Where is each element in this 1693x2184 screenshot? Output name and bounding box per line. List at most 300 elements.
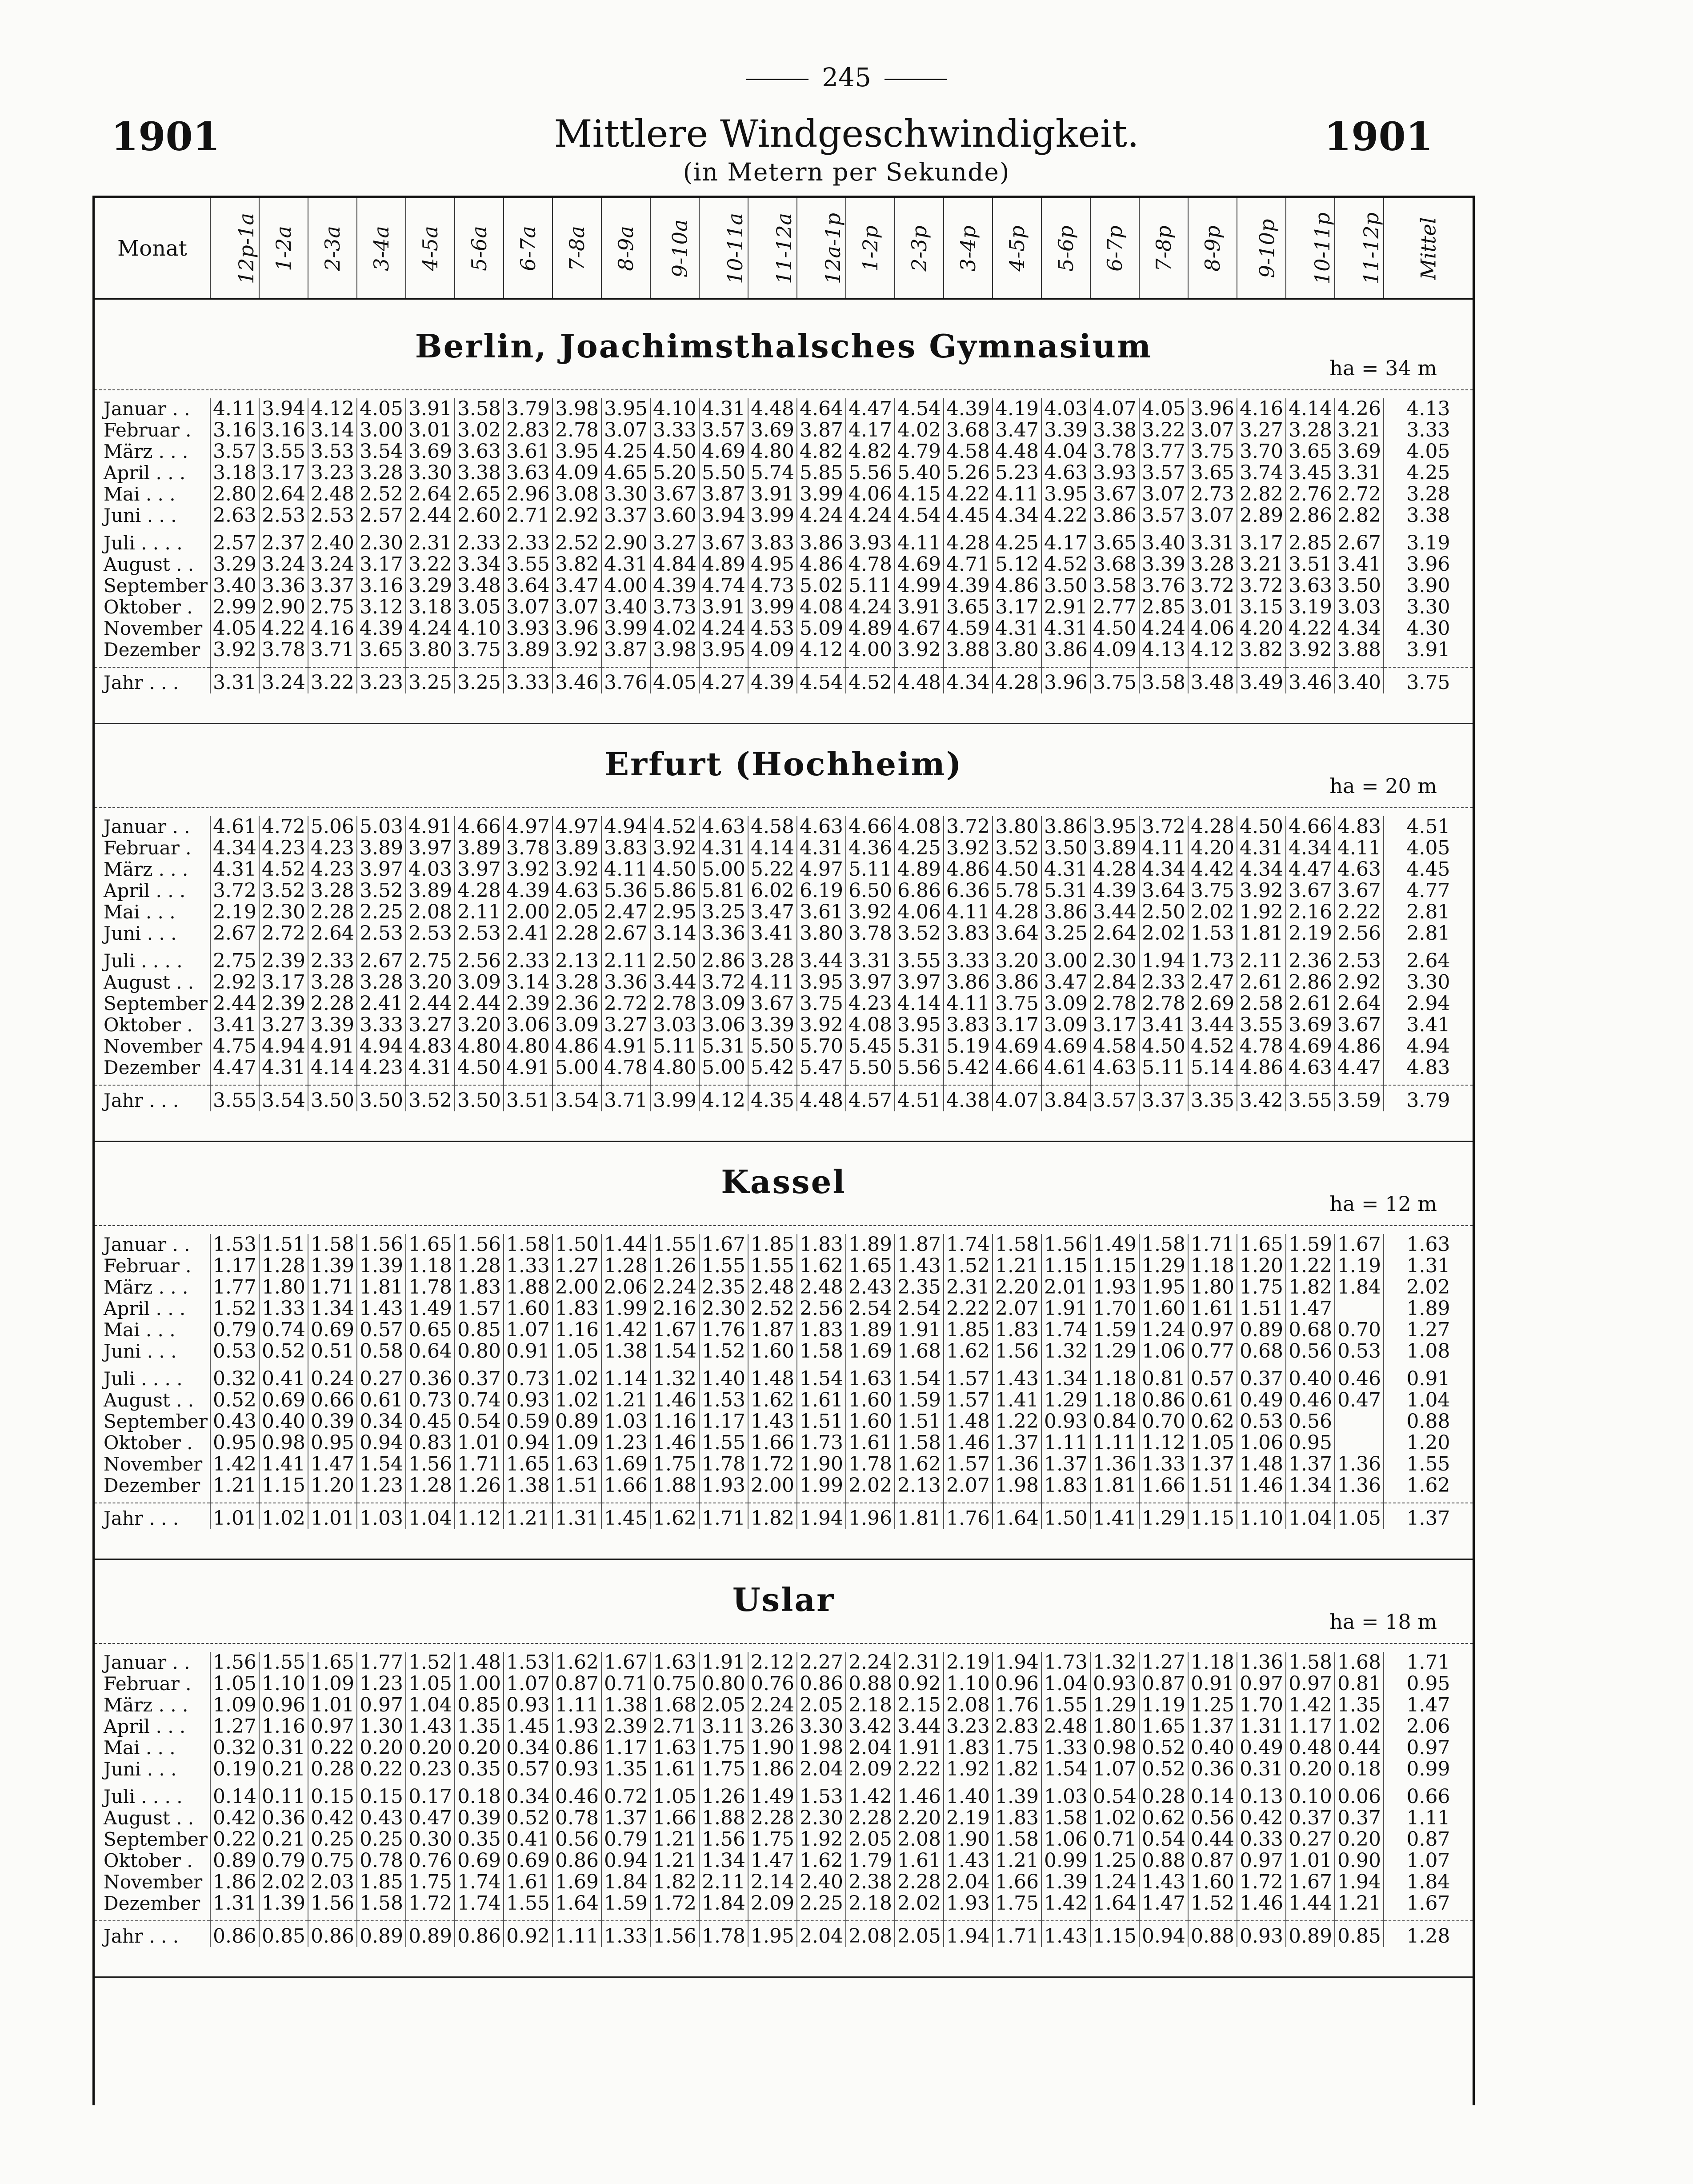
value-cell: 2.11 — [699, 1871, 748, 1893]
table-row — [95, 1432, 1473, 1454]
value-cell: 1.17 — [601, 1737, 650, 1759]
value-cell: 0.91 — [1188, 1673, 1237, 1695]
value-cell: 3.95 — [699, 639, 748, 661]
value-cell: 4.39 — [650, 575, 699, 597]
value-cell: 0.86 — [210, 1921, 259, 1947]
mittel-cell: 0.95 — [1384, 1673, 1473, 1695]
value-cell: 1.24 — [1090, 1871, 1139, 1893]
value-cell: 1.68 — [895, 1341, 944, 1362]
value-cell: 3.36 — [601, 972, 650, 993]
month-cell: Juni . . . — [95, 1759, 210, 1780]
value-cell: 0.94 — [601, 1850, 650, 1871]
value-cell: 1.65 — [504, 1454, 552, 1475]
gap-cell — [1041, 661, 1090, 667]
value-cell: 3.86 — [944, 972, 993, 993]
value-cell: 2.99 — [210, 597, 259, 618]
value-cell: 2.44 — [210, 993, 259, 1014]
value-cell: 1.53 — [797, 1786, 846, 1807]
value-cell: 1.41 — [259, 1454, 308, 1475]
value-cell: 4.05 — [357, 398, 406, 420]
value-cell: 1.66 — [993, 1871, 1041, 1893]
value-cell: 3.97 — [406, 838, 455, 859]
value-cell: 4.97 — [552, 816, 601, 838]
value-cell: 0.21 — [259, 1759, 308, 1780]
value-cell: 4.95 — [748, 554, 797, 575]
header-hour-label: 7-8p — [1152, 225, 1176, 272]
value-cell: 0.66 — [308, 1390, 357, 1411]
value-cell: 3.24 — [308, 554, 357, 575]
value-cell: 4.52 — [650, 816, 699, 838]
gap-cell — [95, 526, 210, 533]
value-cell: 0.92 — [895, 1673, 944, 1695]
gap-cell — [1041, 1496, 1090, 1503]
wind-speed-table — [95, 816, 1473, 1111]
month-cell: August . . — [95, 1807, 210, 1829]
value-cell: 2.36 — [552, 993, 601, 1014]
value-cell: 1.95 — [748, 1921, 797, 1947]
value-cell: 4.63 — [797, 816, 846, 838]
value-cell: 1.75 — [406, 1871, 455, 1893]
value-cell: 1.54 — [357, 1454, 406, 1475]
value-cell: 4.11 — [748, 972, 797, 993]
value-cell: 0.65 — [406, 1319, 455, 1341]
value-cell: 1.83 — [1041, 1475, 1090, 1496]
mittel-cell: 1.08 — [1384, 1341, 1473, 1362]
value-cell: 3.16 — [210, 420, 259, 441]
value-cell: 3.80 — [993, 816, 1041, 838]
mittel-cell: 1.62 — [1384, 1475, 1473, 1496]
value-cell: 1.39 — [259, 1893, 308, 1914]
value-cell: 1.11 — [552, 1921, 601, 1947]
value-cell: 0.92 — [504, 1921, 552, 1947]
value-cell: 2.52 — [748, 1298, 797, 1319]
value-cell: 3.50 — [1041, 575, 1090, 597]
gap-cell — [846, 1078, 895, 1085]
value-cell: 4.71 — [944, 554, 993, 575]
value-cell: 0.62 — [1139, 1807, 1188, 1829]
value-cell: 3.97 — [455, 859, 504, 880]
value-cell: 1.62 — [797, 1850, 846, 1871]
value-cell: 4.78 — [1237, 1036, 1286, 1057]
mittel-cell: 4.45 — [1384, 859, 1473, 880]
value-cell: 1.44 — [1286, 1893, 1335, 1914]
value-cell: 1.71 — [308, 1277, 357, 1298]
value-cell: 4.23 — [259, 838, 308, 859]
value-cell: 4.74 — [699, 575, 748, 597]
value-cell: 3.67 — [1335, 1014, 1384, 1036]
value-cell: 3.48 — [1188, 667, 1237, 693]
value-cell: 1.84 — [699, 1893, 748, 1914]
value-cell: 2.67 — [1335, 533, 1384, 554]
value-cell: 3.15 — [1237, 597, 1286, 618]
value-cell: 1.04 — [1286, 1503, 1335, 1529]
value-cell: 3.96 — [1041, 667, 1090, 693]
value-cell: 0.87 — [1139, 1673, 1188, 1695]
value-cell: 4.34 — [944, 667, 993, 693]
value-cell: 1.59 — [601, 1893, 650, 1914]
table-row — [95, 1234, 1473, 1255]
value-cell: 3.47 — [1041, 972, 1090, 993]
value-cell: 4.48 — [993, 441, 1041, 462]
value-cell: 1.20 — [308, 1475, 357, 1496]
value-cell: 4.54 — [797, 667, 846, 693]
value-cell: 1.55 — [748, 1255, 797, 1277]
value-cell: 4.78 — [846, 554, 895, 575]
value-cell: 0.57 — [504, 1759, 552, 1780]
value-cell: 0.47 — [406, 1807, 455, 1829]
value-cell: 5.14 — [1188, 1057, 1237, 1078]
value-cell: 1.75 — [699, 1737, 748, 1759]
value-cell: 0.69 — [308, 1319, 357, 1341]
value-cell: 1.32 — [650, 1368, 699, 1390]
value-cell: 4.58 — [944, 441, 993, 462]
value-cell: 3.75 — [1188, 441, 1237, 462]
value-cell: 1.91 — [895, 1737, 944, 1759]
value-cell: 5.11 — [1139, 1057, 1188, 1078]
value-cell: 2.28 — [552, 923, 601, 944]
value-cell: 4.69 — [1041, 1036, 1090, 1057]
column-header-row — [95, 198, 1473, 298]
value-cell: 1.46 — [1237, 1475, 1286, 1496]
month-cell: Jahr . . . — [95, 667, 210, 693]
value-cell: 1.58 — [895, 1432, 944, 1454]
value-cell: 0.37 — [1335, 1807, 1384, 1829]
value-cell: 0.86 — [552, 1737, 601, 1759]
value-cell: 3.77 — [1139, 441, 1188, 462]
value-cell: 1.04 — [1041, 1673, 1090, 1695]
value-cell: 1.31 — [210, 1893, 259, 1914]
value-cell: 0.68 — [1286, 1319, 1335, 1341]
value-cell: 3.01 — [406, 420, 455, 441]
value-cell: 4.02 — [650, 618, 699, 639]
value-cell: 1.99 — [797, 1475, 846, 1496]
value-cell: 1.65 — [1139, 1716, 1188, 1737]
section-rule — [95, 807, 1473, 808]
value-cell: 3.17 — [993, 597, 1041, 618]
value-cell — [1335, 1432, 1384, 1454]
value-cell: 1.05 — [650, 1786, 699, 1807]
value-cell: 1.58 — [357, 1893, 406, 1914]
value-cell: 1.99 — [601, 1298, 650, 1319]
value-cell: 3.80 — [797, 923, 846, 944]
header-hour — [1139, 198, 1188, 298]
value-cell: 1.62 — [748, 1390, 797, 1411]
value-cell: 4.47 — [1335, 1057, 1384, 1078]
value-cell: 5.11 — [846, 859, 895, 880]
value-cell: 1.10 — [944, 1673, 993, 1695]
value-cell: 3.27 — [1237, 420, 1286, 441]
value-cell: 2.02 — [1188, 902, 1237, 923]
value-cell: 1.38 — [601, 1695, 650, 1716]
value-cell: 2.09 — [846, 1759, 895, 1780]
month-cell: Januar . . — [95, 1652, 210, 1673]
value-cell: 3.80 — [406, 639, 455, 661]
month-cell: Dezember — [95, 1057, 210, 1078]
value-cell: 2.82 — [1335, 505, 1384, 526]
value-cell: 3.37 — [1139, 1085, 1188, 1111]
value-cell: 1.82 — [748, 1503, 797, 1529]
value-cell: 1.73 — [1041, 1652, 1090, 1673]
value-cell: 3.86 — [1041, 902, 1090, 923]
value-cell: 1.35 — [1335, 1695, 1384, 1716]
value-cell — [1335, 1298, 1384, 1319]
value-cell: 1.36 — [993, 1454, 1041, 1475]
header-hour — [455, 198, 504, 298]
gap-cell — [1090, 1078, 1139, 1085]
value-cell: 2.41 — [357, 993, 406, 1014]
value-cell: 1.44 — [601, 1234, 650, 1255]
value-cell: 3.46 — [552, 667, 601, 693]
header-hour — [1335, 198, 1384, 298]
value-cell: 1.18 — [1090, 1368, 1139, 1390]
value-cell: 1.43 — [1139, 1871, 1188, 1893]
value-cell: 1.78 — [699, 1454, 748, 1475]
value-cell: 1.18 — [1188, 1255, 1237, 1277]
header-hour-label: 10-11a — [723, 212, 748, 284]
value-cell: 3.45 — [1286, 462, 1335, 484]
value-cell: 1.80 — [1090, 1716, 1139, 1737]
value-cell: 2.35 — [699, 1277, 748, 1298]
header-hour-label: 5-6p — [1054, 225, 1078, 272]
value-cell: 3.65 — [1188, 462, 1237, 484]
value-cell: 4.50 — [650, 859, 699, 880]
value-cell: 1.62 — [552, 1652, 601, 1673]
value-cell: 1.74 — [455, 1871, 504, 1893]
value-cell: 3.20 — [455, 1014, 504, 1036]
month-cell: Mai . . . — [95, 484, 210, 505]
value-cell: 4.09 — [748, 639, 797, 661]
value-cell: 3.65 — [1090, 533, 1139, 554]
value-cell: 1.03 — [1041, 1786, 1090, 1807]
value-cell: 1.09 — [552, 1432, 601, 1454]
value-cell: 3.20 — [993, 950, 1041, 972]
value-cell: 2.71 — [650, 1716, 699, 1737]
value-cell: 3.41 — [1335, 554, 1384, 575]
gap-cell — [1237, 661, 1286, 667]
value-cell: 1.71 — [699, 1503, 748, 1529]
value-cell: 3.55 — [504, 554, 552, 575]
mittel-cell: 1.04 — [1384, 1390, 1473, 1411]
value-cell: 0.89 — [357, 1921, 406, 1947]
value-cell: 3.94 — [259, 398, 308, 420]
row-gap — [95, 1496, 1473, 1503]
value-cell: 3.94 — [699, 505, 748, 526]
value-cell: 3.07 — [504, 597, 552, 618]
station-title: Uslar — [732, 1581, 835, 1619]
value-cell: 1.56 — [1041, 1234, 1090, 1255]
value-cell: 3.25 — [406, 667, 455, 693]
value-cell: 2.56 — [1335, 923, 1384, 944]
value-cell: 1.21 — [504, 1503, 552, 1529]
value-cell: 3.93 — [504, 618, 552, 639]
value-cell: 1.86 — [748, 1759, 797, 1780]
value-cell: 3.64 — [993, 923, 1041, 944]
value-cell: 0.56 — [1286, 1411, 1335, 1432]
value-cell: 4.39 — [1090, 880, 1139, 902]
wind-speed-table — [95, 398, 1473, 693]
header-hour-label: 5-6a — [467, 225, 491, 271]
value-cell: 4.86 — [944, 859, 993, 880]
gap-cell — [699, 1914, 748, 1921]
value-cell: 3.21 — [1335, 420, 1384, 441]
value-cell: 1.24 — [1139, 1319, 1188, 1341]
table-row — [95, 1014, 1473, 1036]
value-cell: 1.02 — [552, 1390, 601, 1411]
value-cell: 1.29 — [1139, 1255, 1188, 1277]
value-cell: 1.55 — [650, 1234, 699, 1255]
value-cell: 1.18 — [1188, 1652, 1237, 1673]
value-cell: 1.04 — [406, 1503, 455, 1529]
header-hour-label: 6-7p — [1103, 225, 1127, 272]
gap-cell — [1041, 1078, 1090, 1085]
value-cell: 3.18 — [210, 462, 259, 484]
value-cell: 2.19 — [1286, 923, 1335, 944]
value-cell: 2.78 — [552, 420, 601, 441]
value-cell: 1.92 — [797, 1829, 846, 1850]
value-cell: 4.39 — [944, 398, 993, 420]
gap-cell — [846, 1914, 895, 1921]
value-cell: 1.82 — [650, 1871, 699, 1893]
value-cell: 4.89 — [846, 618, 895, 639]
value-cell: 0.61 — [1188, 1390, 1237, 1411]
value-cell: 4.73 — [748, 575, 797, 597]
value-cell: 1.66 — [748, 1432, 797, 1454]
value-cell: 3.72 — [1237, 575, 1286, 597]
value-cell: 2.08 — [895, 1829, 944, 1850]
value-cell: 0.86 — [797, 1673, 846, 1695]
value-cell: 4.31 — [210, 859, 259, 880]
value-cell: 1.52 — [699, 1341, 748, 1362]
mittel-cell: 0.87 — [1384, 1829, 1473, 1850]
value-cell: 2.13 — [895, 1475, 944, 1496]
month-cell: November — [95, 1871, 210, 1893]
header-hour — [846, 198, 895, 298]
table-row — [95, 1503, 1473, 1529]
value-cell: 3.71 — [308, 639, 357, 661]
value-cell: 4.47 — [1286, 859, 1335, 880]
value-cell: 0.56 — [1286, 1341, 1335, 1362]
value-cell: 3.97 — [895, 972, 944, 993]
value-cell: 3.82 — [552, 554, 601, 575]
mittel-cell: 1.27 — [1384, 1319, 1473, 1341]
value-cell: 3.25 — [699, 902, 748, 923]
value-cell: 5.45 — [846, 1036, 895, 1057]
value-cell: 2.78 — [1090, 993, 1139, 1014]
value-cell: 3.89 — [455, 838, 504, 859]
value-cell: 4.23 — [357, 1057, 406, 1078]
table-row — [95, 1759, 1473, 1780]
value-cell: 0.89 — [406, 1921, 455, 1947]
value-cell: 1.27 — [552, 1255, 601, 1277]
value-cell: 3.51 — [504, 1085, 552, 1111]
value-cell: 0.79 — [601, 1829, 650, 1850]
value-cell: 1.75 — [748, 1829, 797, 1850]
header-hour-label: 8-9a — [613, 225, 638, 271]
value-cell: 3.27 — [650, 533, 699, 554]
value-cell: 4.34 — [1335, 618, 1384, 639]
value-cell: 0.46 — [552, 1786, 601, 1807]
value-cell: 1.01 — [308, 1503, 357, 1529]
value-cell: 1.36 — [1237, 1652, 1286, 1673]
value-cell: 1.81 — [1090, 1475, 1139, 1496]
month-cell: August . . — [95, 972, 210, 993]
value-cell: 4.59 — [944, 618, 993, 639]
value-cell: 3.69 — [748, 420, 797, 441]
value-cell: 3.65 — [357, 639, 406, 661]
value-cell: 1.12 — [455, 1503, 504, 1529]
value-cell: 0.23 — [406, 1759, 455, 1780]
value-cell: 3.28 — [357, 462, 406, 484]
value-cell: 3.24 — [259, 667, 308, 693]
value-cell: 4.86 — [797, 554, 846, 575]
value-cell: 2.44 — [406, 505, 455, 526]
value-cell: 1.46 — [895, 1786, 944, 1807]
value-cell: 1.34 — [699, 1850, 748, 1871]
value-cell: 4.94 — [601, 816, 650, 838]
value-cell: 2.39 — [504, 993, 552, 1014]
value-cell: 3.67 — [1335, 880, 1384, 902]
gap-cell — [95, 661, 210, 667]
value-cell: 1.05 — [210, 1673, 259, 1695]
value-cell: 3.86 — [993, 972, 1041, 993]
value-cell — [1335, 1411, 1384, 1432]
section-bottom-rule — [95, 1559, 1473, 1560]
value-cell: 3.61 — [797, 902, 846, 923]
value-cell: 1.73 — [1188, 950, 1237, 972]
value-cell: 1.46 — [650, 1432, 699, 1454]
gap-cell — [95, 1496, 210, 1503]
gap-cell — [1188, 1914, 1237, 1921]
value-cell: 4.78 — [601, 1057, 650, 1078]
value-cell: 1.28 — [455, 1255, 504, 1277]
value-cell: 1.66 — [601, 1475, 650, 1496]
value-cell: 3.41 — [1139, 1014, 1188, 1036]
value-cell: 3.89 — [357, 838, 406, 859]
table-row — [95, 484, 1473, 505]
value-cell: 3.99 — [748, 505, 797, 526]
value-cell: 2.85 — [1286, 533, 1335, 554]
value-cell: 1.09 — [308, 1673, 357, 1695]
value-cell: 0.42 — [210, 1807, 259, 1829]
value-cell: 4.09 — [1090, 639, 1139, 661]
value-cell: 3.03 — [1335, 597, 1384, 618]
value-cell: 3.07 — [601, 420, 650, 441]
value-cell: 2.30 — [699, 1298, 748, 1319]
value-cell: 2.75 — [210, 950, 259, 972]
table-row — [95, 950, 1473, 972]
value-cell: 3.44 — [895, 1716, 944, 1737]
station-title: Kassel — [721, 1163, 846, 1201]
value-cell: 4.12 — [308, 398, 357, 420]
value-cell: 1.52 — [210, 1298, 259, 1319]
value-cell: 1.79 — [846, 1850, 895, 1871]
value-cell: 0.13 — [1237, 1786, 1286, 1807]
value-cell: 1.68 — [650, 1695, 699, 1716]
value-cell: 1.69 — [846, 1341, 895, 1362]
value-cell: 3.75 — [455, 639, 504, 661]
value-cell: 2.92 — [552, 505, 601, 526]
mittel-cell: 1.67 — [1384, 1893, 1473, 1914]
value-cell: 0.69 — [504, 1850, 552, 1871]
gap-cell — [1237, 1496, 1286, 1503]
value-cell: 2.05 — [699, 1695, 748, 1716]
value-cell: 1.61 — [1188, 1298, 1237, 1319]
value-cell: 1.56 — [210, 1652, 259, 1673]
value-cell: 1.31 — [1237, 1716, 1286, 1737]
header-hour-label: 9-10p — [1255, 219, 1279, 278]
month-cell: April . . . — [95, 1298, 210, 1319]
mittel-cell: 1.89 — [1384, 1298, 1473, 1319]
